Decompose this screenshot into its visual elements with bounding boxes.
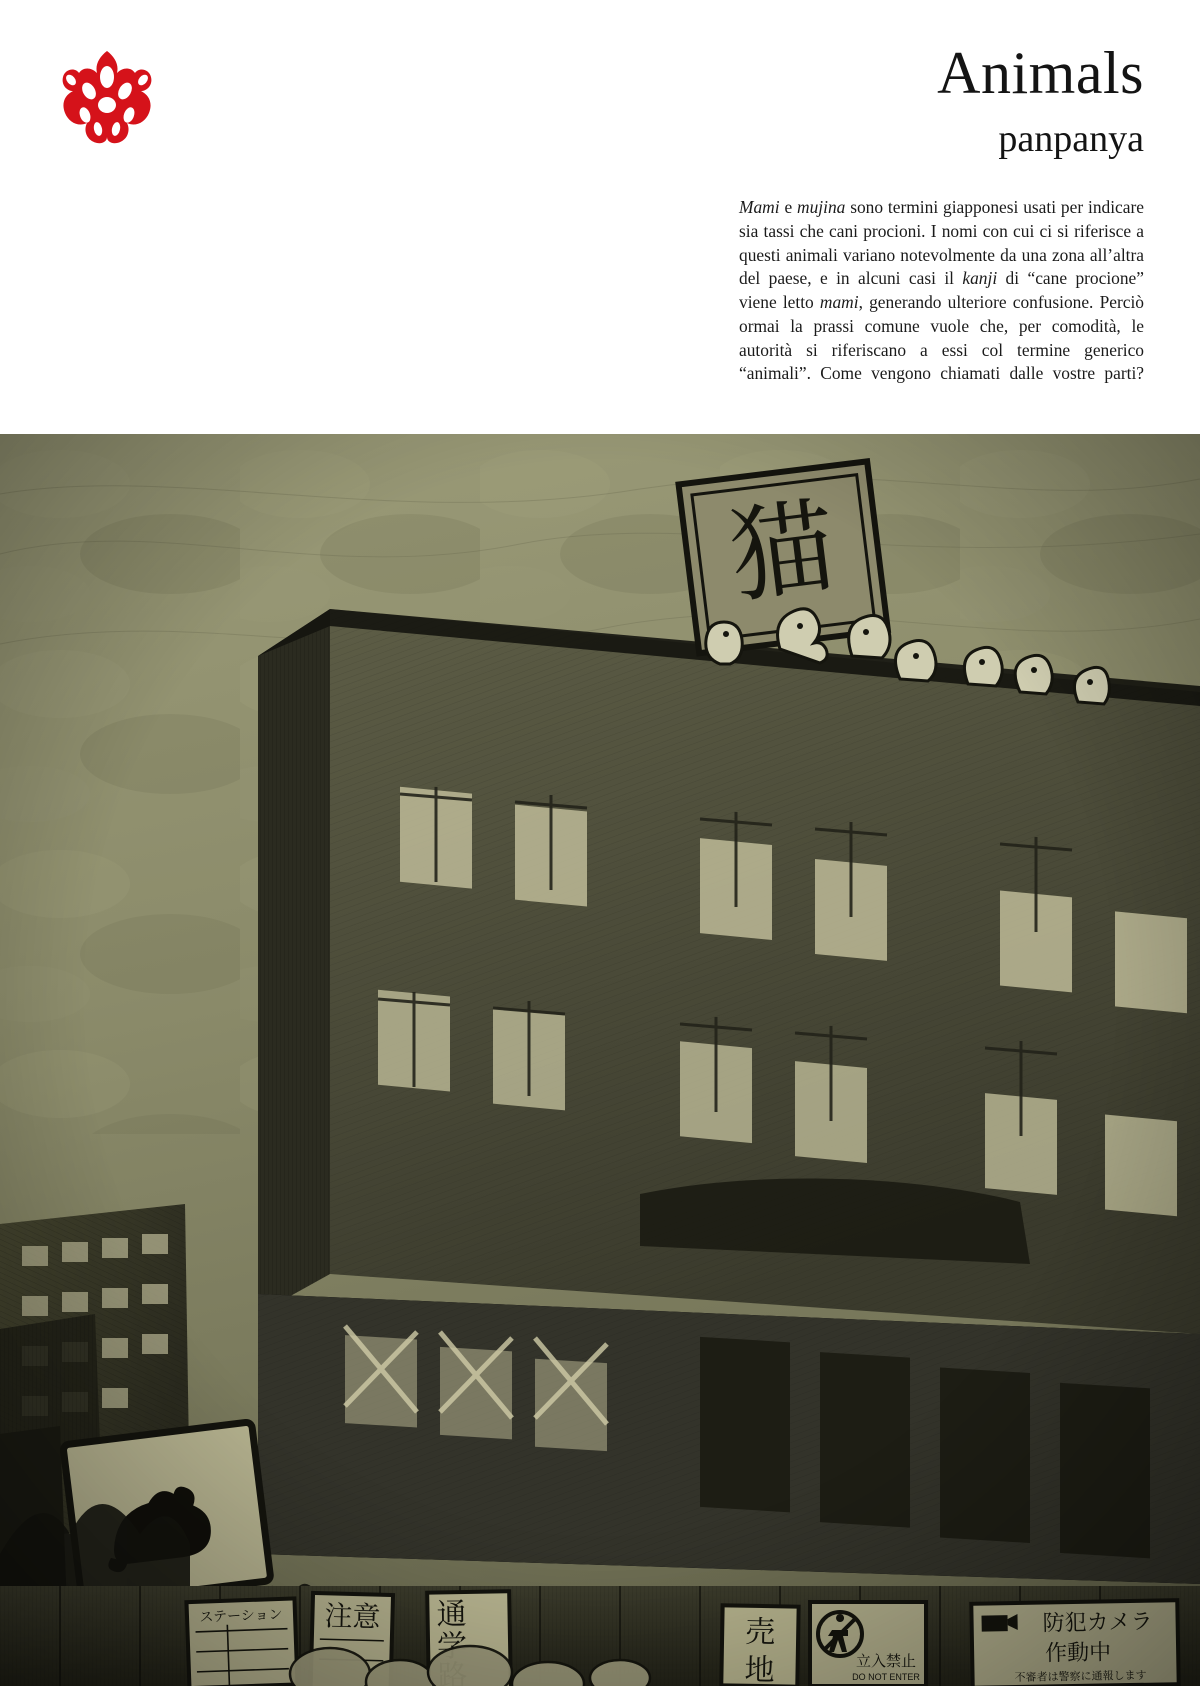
author-name: panpanya <box>998 118 1144 160</box>
blurb-italic-mujina: mujina <box>797 197 846 217</box>
artwork-illustration <box>0 434 1200 1686</box>
blurb-plain-c: di “cane procione” viene letto <box>739 268 1144 312</box>
blurb-plain-b: sono termini giapponesi usati per indicare sia tassi che cani procioni. I nomi con cui ci si riferisce a questi animali variano notevolmente da una zona all’altra del paese, e in alcuni casi il <box>739 197 1144 289</box>
blurb-italic-mami-2: mami <box>819 292 859 312</box>
title-block <box>524 42 1144 163</box>
cover-header <box>0 0 1200 434</box>
back-cover-blurb <box>739 196 1144 386</box>
blurb-italic-kanji: kanji <box>962 268 998 289</box>
blurb-italic-mami: Mami <box>739 197 780 217</box>
blurb-plain-d: , generando ulteriore confusione. Perciò ormai la prassi comune vuole che, per comodità, le autorità si riferiscano a essi col termine generico “animali”. Come vengono chiamati dalle vostre parti? <box>739 292 1144 384</box>
blurb-plain-a: e <box>779 197 798 217</box>
page-title: Animals <box>937 40 1144 106</box>
cover-artwork <box>0 434 1200 1686</box>
publisher-crest-logo <box>57 47 157 147</box>
